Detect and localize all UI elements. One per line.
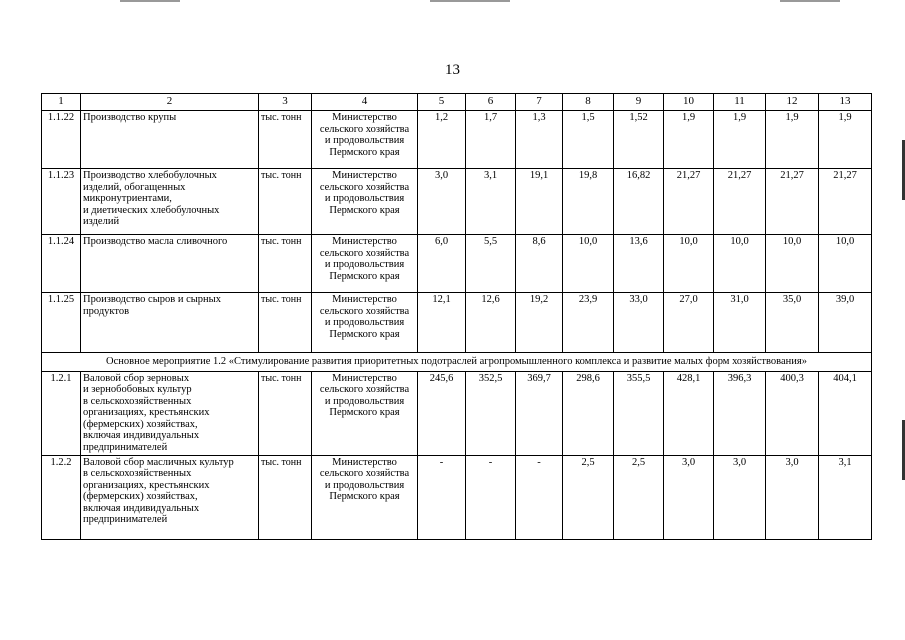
value-cell: 3,1 <box>466 169 516 235</box>
value-cell: 6,0 <box>418 235 466 293</box>
value-cell: 1,5 <box>563 111 614 169</box>
header-cell: 8 <box>563 94 614 111</box>
row-name <box>81 235 259 293</box>
header-row <box>42 94 872 111</box>
row-number: 1.2.2 <box>42 455 81 539</box>
value-cell: 16,82 <box>614 169 664 235</box>
value-cell: 2,5 <box>563 455 614 539</box>
value-cell: 3,0 <box>714 455 766 539</box>
row-name-line: (фермерских) хозяйствах, <box>83 491 198 502</box>
value-cell: 35,0 <box>766 293 819 353</box>
value-cell: - <box>466 455 516 539</box>
value-cell: 396,3 <box>714 371 766 455</box>
value-cell: 21,27 <box>664 169 714 235</box>
value-cell: 1,3 <box>516 111 563 169</box>
row-name-line: (фермерских) хозяйствах, <box>83 418 198 430</box>
row-name-line: организациях, крестьянских <box>83 407 210 418</box>
section-row <box>42 353 872 372</box>
header-cell: 5 <box>418 94 466 111</box>
row-executor-line: Пермского края <box>329 328 400 340</box>
row-executor <box>312 169 418 235</box>
row-name-line: предпринимателей <box>83 514 168 525</box>
value-cell: 1,9 <box>664 111 714 169</box>
row-executor-line: и продовольствия <box>324 317 405 328</box>
row-name-line: Производство крупы <box>83 112 177 123</box>
row-executor-line: и продовольствия <box>324 259 405 270</box>
row-executor-line: Министерство <box>332 112 397 123</box>
header-cell: 4 <box>312 94 418 111</box>
value-cell: 1,2 <box>418 111 466 169</box>
row-unit: тыс. тонн <box>259 169 312 235</box>
row-unit: тыс. тонн <box>259 293 312 353</box>
row-name-line: Валовой сбор зерновых <box>83 372 190 384</box>
row-name-line: организациях, крестьянских <box>83 479 210 491</box>
header-cell: 10 <box>664 94 714 111</box>
value-cell: 3,0 <box>664 455 714 539</box>
row-name-line: включая индивидуальных <box>83 502 200 514</box>
value-cell: 33,0 <box>614 293 664 353</box>
header-cell: 7 <box>516 94 563 111</box>
table-row <box>42 293 872 353</box>
row-executor <box>312 455 418 539</box>
value-cell: 21,27 <box>714 169 766 235</box>
value-cell: 298,6 <box>563 371 614 455</box>
row-executor-line: и продовольствия <box>324 135 405 146</box>
row-name <box>81 455 259 539</box>
row-name-line: Производство сыров и сырных <box>83 294 221 305</box>
row-executor-line: и продовольствия <box>324 395 405 407</box>
header-cell: 13 <box>819 94 872 111</box>
header-cell: 6 <box>466 94 516 111</box>
header-cell: 3 <box>259 94 312 111</box>
row-name-line: Валовой сбор масличных культур <box>83 456 234 468</box>
value-cell: 1,9 <box>766 111 819 169</box>
row-executor-line: и продовольствия <box>324 479 405 491</box>
value-cell: 352,5 <box>466 371 516 455</box>
value-cell: - <box>418 455 466 539</box>
value-cell: 355,5 <box>614 371 664 455</box>
row-executor <box>312 293 418 353</box>
value-cell: 19,2 <box>516 293 563 353</box>
value-cell: 19,1 <box>516 169 563 235</box>
value-cell: 12,1 <box>418 293 466 353</box>
value-cell: - <box>516 455 563 539</box>
row-executor-line: Пермского края <box>329 407 400 418</box>
table-row <box>42 111 872 169</box>
value-cell: 21,27 <box>819 169 872 235</box>
row-executor <box>312 235 418 293</box>
row-name-line: Производство хлебобулочных <box>83 170 217 181</box>
section-title: Основное мероприятие 1.2 «Стимулирование развития приоритетных подотраслей агропромышленного комплекса и развитие малых форм хозяйствования» <box>42 353 872 372</box>
row-name-line: изделий, обогащенных <box>83 181 186 193</box>
table-row <box>42 455 872 539</box>
row-unit: тыс. тонн <box>259 111 312 169</box>
scan-edge-line <box>780 0 840 2</box>
header-cell: 12 <box>766 94 819 111</box>
row-name-line: микронутриентами, <box>83 193 172 204</box>
row-number: 1.1.25 <box>42 293 81 353</box>
page-number: 13 <box>445 62 460 78</box>
row-unit: тыс. тонн <box>259 235 312 293</box>
row-number: 1.1.23 <box>42 169 81 235</box>
value-cell: 10,0 <box>563 235 614 293</box>
value-cell: 13,6 <box>614 235 664 293</box>
table-row <box>42 235 872 293</box>
row-executor-line: сельского хозяйства <box>319 247 410 259</box>
row-name-line: в сельскохозяйственных <box>83 395 192 407</box>
row-number: 1.1.22 <box>42 111 81 169</box>
value-cell: 19,8 <box>563 169 614 235</box>
row-executor <box>312 111 418 169</box>
value-cell: 2,5 <box>614 455 664 539</box>
value-cell: 27,0 <box>664 293 714 353</box>
row-executor-line: сельского хозяйства <box>319 384 410 395</box>
value-cell: 21,27 <box>766 169 819 235</box>
row-unit: тыс. тонн <box>259 455 312 539</box>
scan-edge-line <box>120 0 180 2</box>
value-cell: 10,0 <box>714 235 766 293</box>
row-executor-line: Министерство <box>332 294 397 305</box>
value-cell: 400,3 <box>766 371 819 455</box>
row-name-line: изделий <box>83 216 120 227</box>
value-cell: 10,0 <box>766 235 819 293</box>
value-cell: 39,0 <box>819 293 872 353</box>
value-cell: 369,7 <box>516 371 563 455</box>
row-executor-line: Министерство <box>332 372 397 384</box>
row-executor-line: и продовольствия <box>324 193 405 204</box>
header-cell: 1 <box>42 94 81 111</box>
value-cell: 3,0 <box>766 455 819 539</box>
value-cell: 10,0 <box>664 235 714 293</box>
row-name-line: предпринимателей <box>83 441 168 453</box>
row-executor-line: сельского хозяйства <box>319 468 410 479</box>
value-cell: 428,1 <box>664 371 714 455</box>
header-cell: 9 <box>614 94 664 111</box>
value-cell: 245,6 <box>418 371 466 455</box>
row-name <box>81 371 259 455</box>
value-cell: 10,0 <box>819 235 872 293</box>
row-executor-line: Министерство <box>332 236 397 247</box>
row-executor-line: Министерство <box>332 170 397 181</box>
value-cell: 1,52 <box>614 111 664 169</box>
data-table <box>41 93 872 540</box>
table-row <box>42 169 872 235</box>
row-executor <box>312 371 418 455</box>
value-cell: 8,6 <box>516 235 563 293</box>
header-cell: 11 <box>714 94 766 111</box>
row-executor-line: Пермского края <box>329 491 400 502</box>
row-executor-line: Пермского края <box>329 204 400 216</box>
scan-edge-line <box>430 0 510 2</box>
row-name-line: включая индивидуальных <box>83 430 200 441</box>
value-cell: 3,1 <box>819 455 872 539</box>
value-cell: 31,0 <box>714 293 766 353</box>
row-executor-line: сельского хозяйства <box>319 181 410 193</box>
table-row <box>42 371 872 455</box>
value-cell: 5,5 <box>466 235 516 293</box>
row-number: 1.2.1 <box>42 371 81 455</box>
row-executor-line: сельского хозяйства <box>319 123 410 135</box>
header-cell: 2 <box>81 94 259 111</box>
row-name <box>81 111 259 169</box>
value-cell: 1,9 <box>819 111 872 169</box>
row-name-line: Производство масла сливочного <box>83 236 228 247</box>
value-cell: 1,7 <box>466 111 516 169</box>
row-number: 1.1.24 <box>42 235 81 293</box>
row-executor-line: Пермского края <box>329 270 400 282</box>
value-cell: 404,1 <box>819 371 872 455</box>
row-name <box>81 169 259 235</box>
row-executor-line: сельского хозяйства <box>319 305 410 317</box>
row-unit: тыс. тонн <box>259 371 312 455</box>
value-cell: 3,0 <box>418 169 466 235</box>
row-name-line: и зернобобовых культур <box>83 384 192 395</box>
row-name-line: в сельскохозяйственных <box>83 468 192 479</box>
row-executor-line: Министерство <box>332 456 397 468</box>
row-name <box>81 293 259 353</box>
row-name-line: и диетических хлебобулочных <box>83 204 220 216</box>
row-executor-line: Пермского края <box>329 146 400 158</box>
value-cell: 1,9 <box>714 111 766 169</box>
value-cell: 12,6 <box>466 293 516 353</box>
value-cell: 23,9 <box>563 293 614 353</box>
row-name-line: продуктов <box>83 305 130 317</box>
